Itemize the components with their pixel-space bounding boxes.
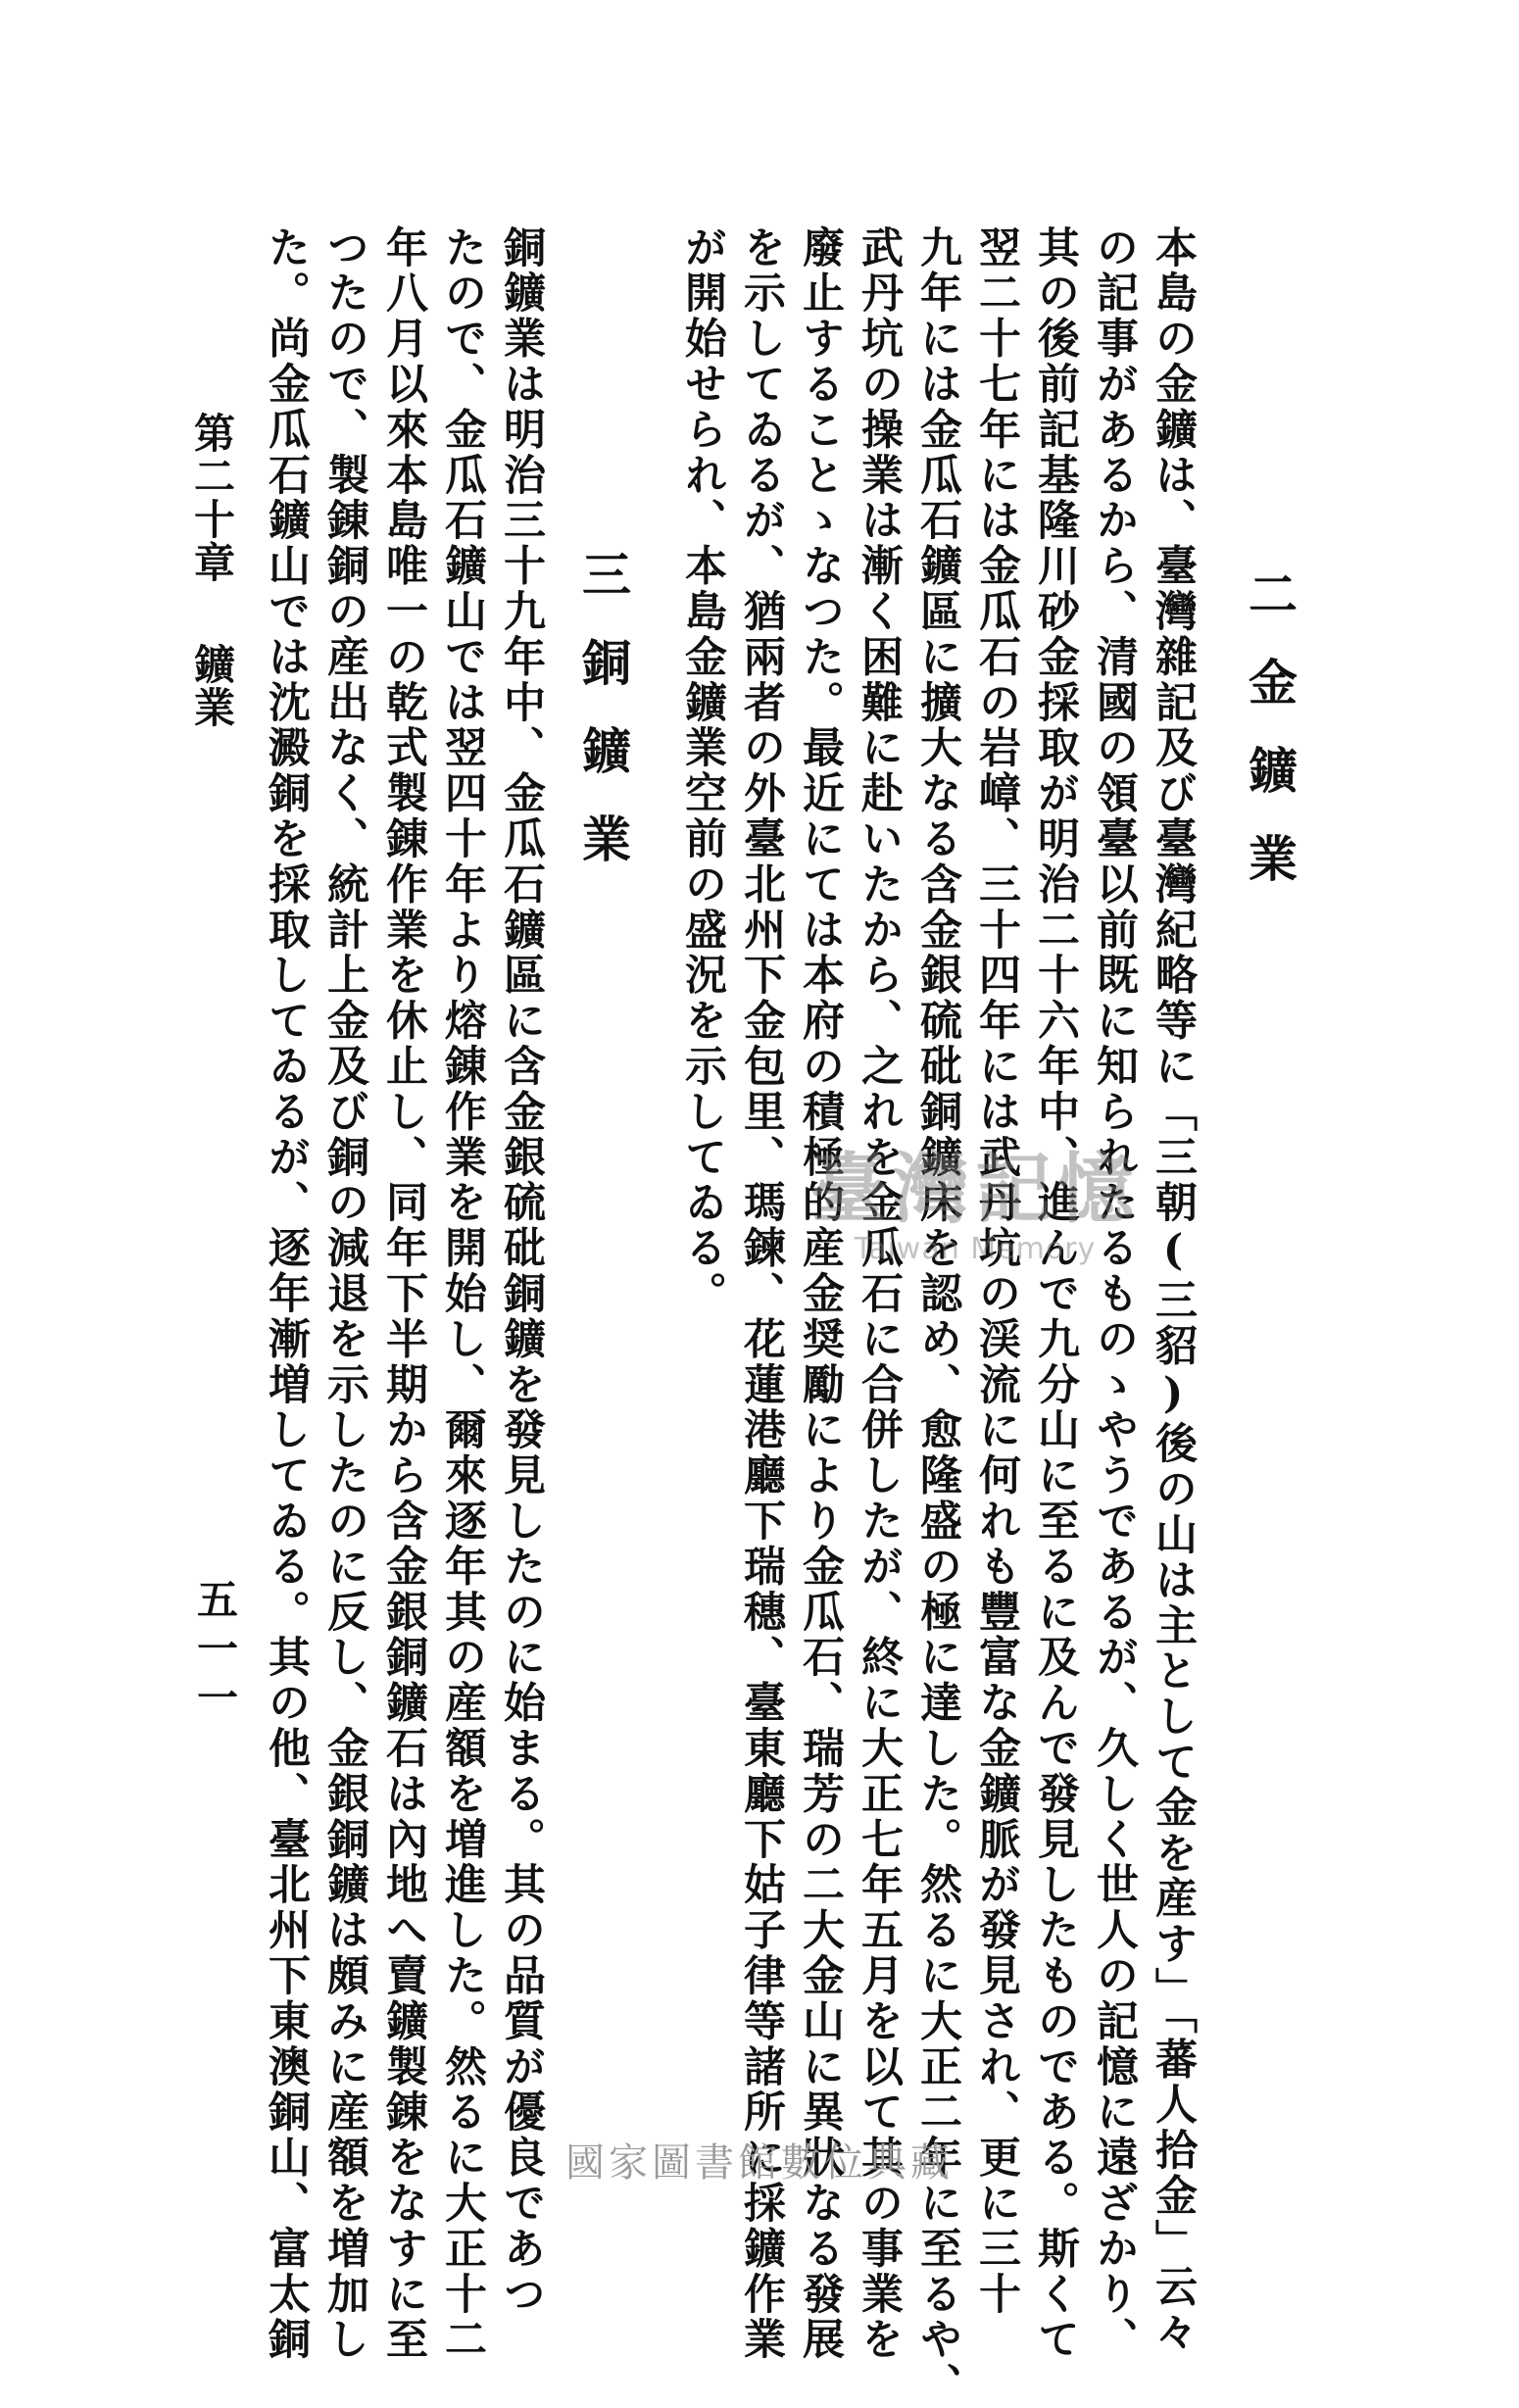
text-column: の記事があるから、清國の領臺以前既に知られたるものゝやうであるが、久しく世人の記憶に遠ざかり、 — [1090, 225, 1139, 2363]
text-column: た。尚金瓜石鑛山では沈澱銅を採取してゐるが、逐年漸増してゐる。其の他、臺北州下東澳銅山、富太銅 — [262, 225, 311, 2363]
text-column: 武丹坑の操業は漸く困難に赴いたから、之れを金瓜石に合併したが、終に大正七年五月を以て其の事業を — [855, 225, 904, 2363]
text-column: 翌二十七年には金瓜石の岩嶂、三十四年には武丹坑の渓流に何れも豐富な金鑛脈が發見され、更に三十 — [972, 225, 1021, 2318]
text-column: 其の後前記基隆川砂金採取が明治二十六年中、進んで九分山に至るに及んで發見したものである。斯くて — [1031, 225, 1080, 2363]
section-heading-copper: 三銅鑛業 — [574, 549, 632, 902]
page-number: 五一一 — [191, 1578, 239, 1725]
text-column: 年八月以來本島唯一の乾式製錬作業を休止し、同年下半期から含金銀銅鑛石は內地へ賣鑛製錬をなすに至 — [379, 225, 428, 2363]
text-column: が開始せられ、本島金鑛業空前の盛況を示してゐる。 — [678, 225, 727, 1317]
library-digitization-mark: 國家圖書館數位典藏 — [565, 2140, 954, 2186]
watermark-subtitle: Taiwan Memory — [854, 1232, 1097, 1266]
text-column: 九年には金瓜石鑛區に擴大なる含金銀硫砒銅鑛床を認め、愈隆盛の極に達した。然るに大正二年に至るや、 — [913, 225, 962, 2408]
chapter-footer — [188, 412, 236, 729]
text-column: 廢止することゝなつた。最近にては本府の積極的産金奨勵により金瓜石、瑞芳の二大金山に異狀なる發展 — [796, 225, 845, 2363]
section-heading-gold: 二金鑛業 — [1241, 568, 1298, 921]
text-column: たので、金瓜石鑛山では翌四十年より熔錬作業を開始し、爾來逐年其の産額を増進した。然るに大正十二 — [438, 225, 487, 2363]
taiwan-memory-watermark — [799, 1145, 1152, 1279]
watermark-logo-text: 臺灣記憶 — [809, 1145, 1140, 1234]
text-column: つたので、製錬銅の産出なく、統計上金及び銅の減退を示したのに反し、金銀銅鑛は頗みに産額を増加し — [320, 225, 369, 2363]
chapter-title: 鑛業 — [188, 643, 236, 729]
text-column: 銅鑛業は明治三十九年中、金瓜石鑛區に含金銀硫砒銅鑛を發見したのに始まる。其の品質が優良であつ — [497, 225, 546, 2318]
text-column: 本島の金鑛は、臺灣雜記及び臺灣紀略等に「三朝(三貂)後の山は主として金を産す」「蕃人拾金」云々 — [1149, 225, 1198, 2356]
text-column: を示してゐるが、猶兩者の外臺北州下金包里、瑪鍊、花蓮港廳下瑞穗、臺東廳下姑子律等諸所に採鑛作業 — [737, 225, 786, 2363]
chapter-number: 第二十章 — [188, 412, 236, 584]
